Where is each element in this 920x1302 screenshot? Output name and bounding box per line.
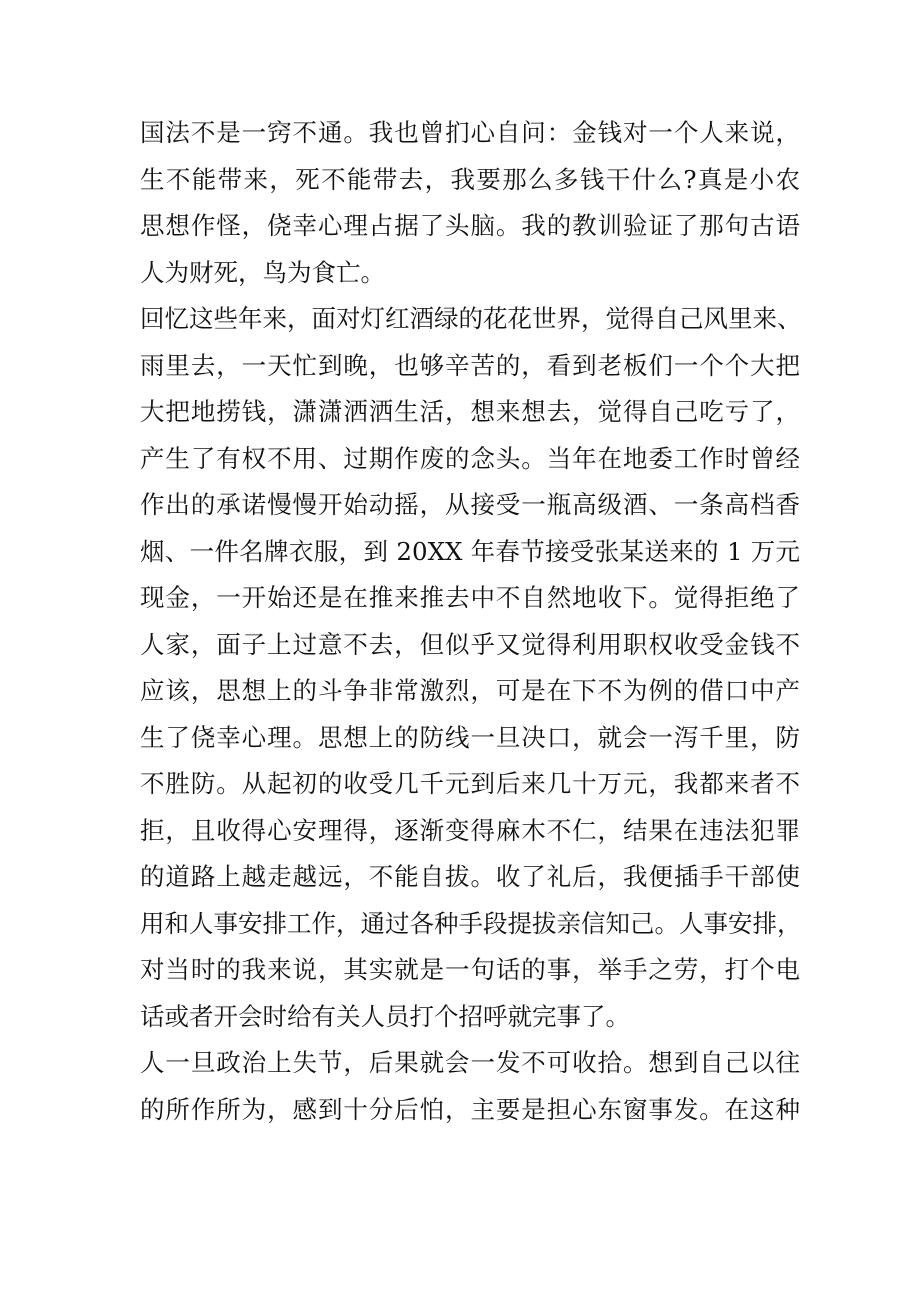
text-line: 应该，思想上的斗争非常激烈，可是在下不为例的借口中产 [140, 676, 800, 705]
text-line: 对当时的我来说，其实就是一句话的事，举手之劳，打个电 [140, 955, 800, 984]
text-line: 用和人事安排工作，通过各种手段提拔亲信知己。人事安排， [140, 908, 802, 938]
text-line: 话或者开会时给有关人员打个招呼就完事了。 [140, 1001, 630, 1031]
paragraph-1 [140, 110, 800, 296]
text-line: 生不能带来，死不能带去，我要那么多钱干什么?真是小农 [140, 164, 800, 194]
text-line: 回忆这些年来，面对灯红酒绿的花花世界，觉得自己风里来、 [140, 304, 802, 333]
text-line: 生了侥幸心理。思想上的防线一旦决口，就会一泻千里，防 [140, 722, 800, 752]
text-line: 人家，面子上过意不去，但似乎又觉得利用职权收受金钱不 [140, 629, 800, 659]
text-line: 的道路上越走越远，不能自拔。收了礼后，我便插手干部使 [140, 862, 800, 891]
text-line: 雨里去，一天忙到晚，也够辛苦的，看到老板们一个个大把 [140, 350, 800, 380]
text-line: 人一旦政治上失节，后果就会一发不可收拾。想到自己以往 [140, 1048, 800, 1077]
text-line: 大把地捞钱，潇潇洒洒生活，想来想去，觉得自己吃亏了， [140, 397, 800, 426]
text-line: 产生了有权不用、过期作废的念头。当年在地委工作时曾经 [140, 443, 800, 473]
text-line: 现金，一开始还是在推来推去中不自然地收下。觉得拒绝了 [140, 583, 800, 612]
document-body [140, 110, 800, 1133]
paragraph-2 [140, 296, 800, 1040]
text-line: 的所作所为，感到十分后怕，主要是担心东窗事发。在这种 [140, 1094, 800, 1124]
text-line: 不胜防。从起初的收受几千元到后来几十万元，我都来者不 [140, 769, 800, 798]
text-line: 思想作怪，侥幸心理占据了头脑。我的教训验证了那句古语 [140, 211, 800, 240]
text-line: 国法不是一窍不通。我也曾扪心自问：金钱对一个人来说， [140, 118, 800, 147]
text-line: 烟、一件名牌衣服，到 20XX 年春节接受张某送来的 1 万元 [140, 536, 800, 566]
text-line: 人为财死，鸟为食亡。 [140, 257, 385, 287]
text-line: 作出的承诺慢慢开始动摇，从接受一瓶高级酒、一条高档香 [140, 490, 800, 519]
text-line: 拒，且收得心安理得，逐渐变得麻木不仁，结果在违法犯罪 [140, 815, 800, 845]
paragraph-3 [140, 1040, 800, 1133]
